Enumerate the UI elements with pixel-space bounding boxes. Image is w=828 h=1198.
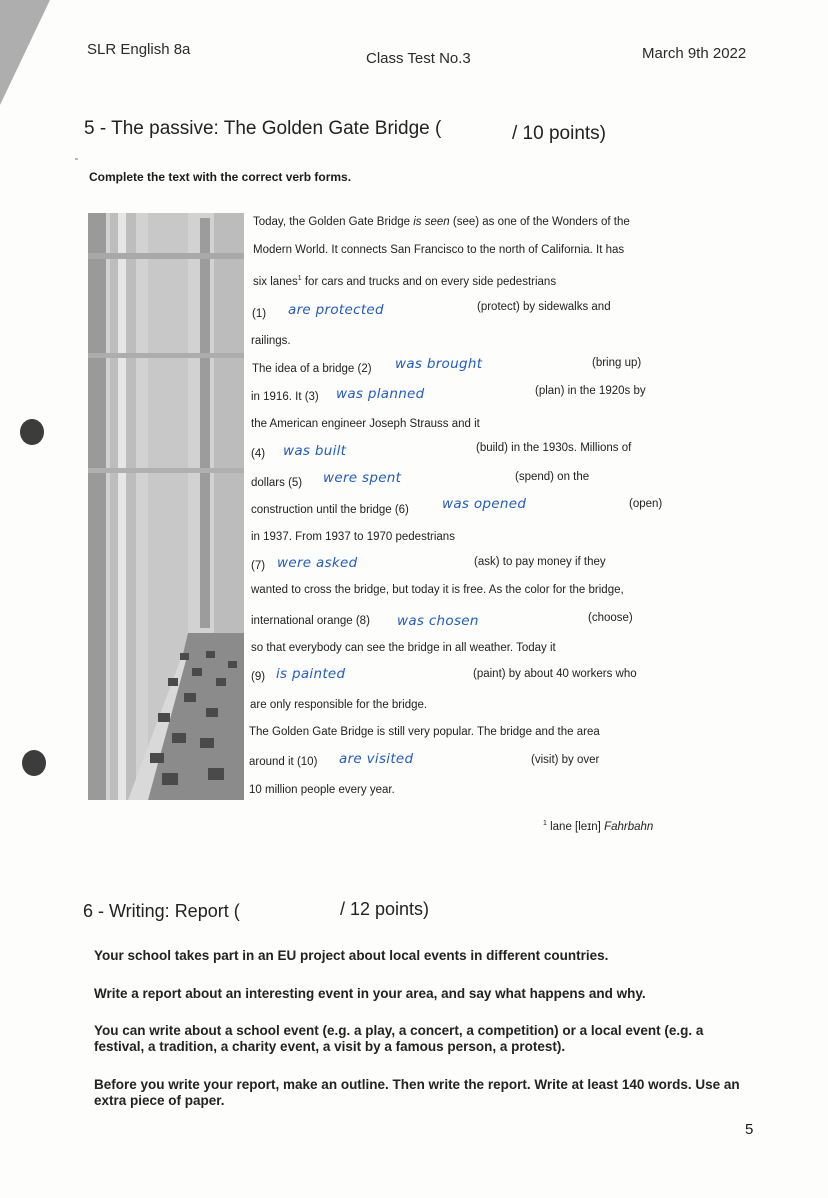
- gap-2-number: The idea of a bridge (2): [252, 363, 372, 375]
- footnote: [543, 820, 653, 833]
- gap-3-number: in 1916. It (3): [251, 391, 319, 403]
- gap-5-answer[interactable]: were spent: [323, 470, 402, 486]
- course-label: SLR English 8a: [87, 41, 191, 58]
- gap-7-number: (7): [251, 560, 266, 572]
- gap-9-number: (9): [251, 671, 266, 683]
- gap-2-answer[interactable]: was brought: [395, 356, 483, 372]
- gap-4-verb: (build) in the 1930s. Millions of: [476, 442, 632, 454]
- text-1937: in 1937. From 1937 to 1970 pedestrians: [251, 531, 455, 543]
- gap-8-verb: (choose): [588, 612, 633, 624]
- gap-8-answer[interactable]: was chosen: [397, 613, 479, 629]
- text-segment: Today, the Golden Gate Bridge: [253, 216, 414, 228]
- task-paragraph-4: Before you write your report, make an outline. Then write the report. Write at least 140 words. Use an extra piece of paper.: [94, 1077, 740, 1108]
- gap-4-number: (4): [251, 448, 266, 460]
- gap-8-number: international orange (8): [251, 615, 370, 627]
- gap-9-answer[interactable]: is painted: [276, 666, 346, 682]
- task-paragraph-1: Your school takes part in an EU project about local events in different countries.: [94, 948, 609, 963]
- bridge-photo-graphic: [88, 213, 244, 800]
- section6-points: / 12 points): [340, 899, 430, 919]
- text-responsible: are only responsible for the bridge.: [250, 699, 428, 711]
- text-line-3: [253, 275, 556, 288]
- footnote-number: 1: [543, 820, 547, 827]
- section6-title: 6 - Writing: Report (: [83, 901, 240, 921]
- footnote-marker: 1: [297, 275, 302, 282]
- gap-6-answer[interactable]: was opened: [442, 496, 527, 512]
- gap-7-verb: (ask) to pay money if they: [474, 556, 606, 568]
- punch-hole-bottom: [22, 750, 46, 776]
- example-answer: is seen: [413, 216, 450, 228]
- gap-6-number: construction until the bridge (6): [251, 504, 409, 516]
- task-paragraph-3: You can write about a school event (e.g. a play, a concert, a competition) or a local event (e.g. a festival, a tradition, a charity event, a visit by a famous person, a protest).: [94, 1023, 704, 1054]
- gap-4-answer[interactable]: was built: [283, 443, 347, 459]
- text-popular: The Golden Gate Bridge is still very popular. The bridge and the area: [249, 726, 600, 738]
- text-engineer: the American engineer Joseph Strauss and it: [251, 418, 480, 430]
- section5-title: 5 - The passive: The Golden Gate Bridge (: [84, 118, 442, 139]
- gap-1-verb: (protect) by sidewalks and: [477, 301, 611, 313]
- text-railings: railings.: [251, 335, 291, 347]
- punch-hole-top: [20, 419, 44, 445]
- gap-1-number: (1): [252, 308, 267, 320]
- page-number: 5: [745, 1121, 754, 1138]
- page-corner-shadow: [0, 0, 50, 105]
- text-everybody: so that everybody can see the bridge in all weather. Today it: [251, 642, 556, 654]
- golden-gate-bridge-photo: [88, 213, 244, 800]
- gap-10-number: around it (10): [249, 756, 318, 768]
- footnote-translation: Fahrbahn: [604, 820, 654, 833]
- text-segment: (see) as one of the Wonders of the: [449, 216, 630, 228]
- gap-3-verb: (plan) in the 1920s by: [535, 385, 646, 397]
- text-line-1: [253, 216, 630, 228]
- scan-mark: [75, 158, 78, 160]
- gap-7-answer[interactable]: were asked: [277, 555, 358, 571]
- test-date: March 9th 2022: [642, 45, 747, 62]
- gap-3-answer[interactable]: was planned: [336, 386, 425, 402]
- test-title: Class Test No.3: [366, 50, 471, 67]
- gap-2-verb: (bring up): [592, 357, 642, 369]
- gap-10-answer[interactable]: are visited: [339, 751, 414, 767]
- text-million: 10 million people every year.: [249, 784, 395, 796]
- section5-instruction: Complete the text with the correct verb forms.: [89, 170, 352, 184]
- gap-10-verb: (visit) by over: [531, 754, 600, 766]
- gap-9-verb: (paint) by about 40 workers who: [473, 668, 637, 680]
- footnote-word: lane [leɪn]: [550, 820, 601, 833]
- text-line-2: Modern World. It connects San Francisco to the north of California. It has: [253, 244, 625, 256]
- gap-5-verb: (spend) on the: [515, 471, 590, 483]
- text-segment: six lanes: [253, 275, 298, 288]
- gap-6-verb: (open): [629, 498, 663, 510]
- text-segment: for cars and trucks and on every side pedestrians: [301, 275, 557, 288]
- section5-points: / 10 points): [512, 123, 606, 144]
- gap-1-answer[interactable]: are protected: [288, 302, 384, 318]
- gap-5-number: dollars (5): [251, 477, 303, 489]
- text-wanted: wanted to cross the bridge, but today it is free. As the color for the bridge,: [251, 584, 624, 596]
- task-paragraph-2: Write a report about an interesting event in your area, and say what happens and why.: [94, 986, 646, 1001]
